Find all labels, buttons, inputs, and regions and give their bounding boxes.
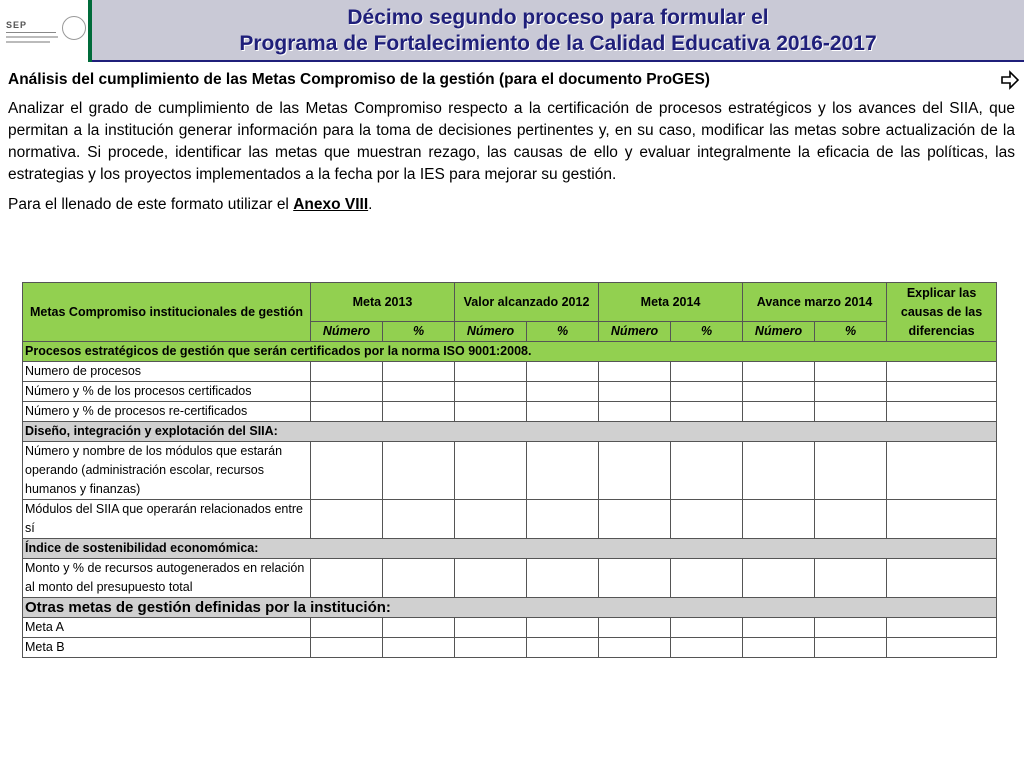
- table-cell[interactable]: [887, 618, 997, 638]
- logo-subtext-line: [6, 36, 58, 38]
- table-cell[interactable]: [743, 362, 815, 382]
- header-pct: %: [527, 322, 599, 342]
- header-numero: Número: [743, 322, 815, 342]
- table-cell[interactable]: [815, 382, 887, 402]
- section-row: [23, 539, 997, 559]
- table-cell[interactable]: [887, 402, 997, 422]
- header-numero: Número: [311, 322, 383, 342]
- table-cell[interactable]: [455, 382, 527, 402]
- table-cell[interactable]: [383, 618, 455, 638]
- row-label: Numero de procesos: [23, 362, 311, 382]
- table-cell[interactable]: [887, 559, 997, 598]
- table-cell[interactable]: [311, 442, 383, 500]
- header-meta-2014: Meta 2014: [599, 283, 743, 322]
- table-cell[interactable]: [599, 442, 671, 500]
- table-cell[interactable]: [815, 442, 887, 500]
- header-avance-2014: Avance marzo 2014: [743, 283, 887, 322]
- table-cell[interactable]: [887, 500, 997, 539]
- table-cell[interactable]: [527, 362, 599, 382]
- metas-table: [22, 282, 997, 658]
- table-cell[interactable]: [671, 500, 743, 539]
- instruction-suffix: .: [368, 196, 373, 213]
- row-label: Meta B: [23, 638, 311, 658]
- table-cell[interactable]: [815, 559, 887, 598]
- table-cell[interactable]: [527, 442, 599, 500]
- main-content: [8, 70, 1015, 216]
- instruction-prefix: Para el llenado de este formato utilizar el: [8, 196, 294, 213]
- table-cell[interactable]: [599, 500, 671, 539]
- header-numero: Número: [455, 322, 527, 342]
- table-cell[interactable]: [383, 559, 455, 598]
- table-cell[interactable]: [527, 402, 599, 422]
- table-cell[interactable]: [527, 559, 599, 598]
- table-cell[interactable]: [671, 362, 743, 382]
- sep-logo: [0, 0, 88, 62]
- page-title-line1: Décimo segundo proceso para formular el: [347, 6, 769, 29]
- table-cell[interactable]: [671, 559, 743, 598]
- table-cell[interactable]: [599, 382, 671, 402]
- table-cell[interactable]: [527, 618, 599, 638]
- table-row: [23, 382, 997, 402]
- table-cell[interactable]: [527, 638, 599, 658]
- table-row: [23, 500, 997, 539]
- row-label: Número y % de los procesos certificados: [23, 382, 311, 402]
- header-pct: %: [671, 322, 743, 342]
- table-cell[interactable]: [743, 402, 815, 422]
- table-cell[interactable]: [311, 382, 383, 402]
- table-cell[interactable]: [311, 402, 383, 422]
- header-pct: %: [383, 322, 455, 342]
- table-cell[interactable]: [815, 362, 887, 382]
- table-cell[interactable]: [887, 442, 997, 500]
- instruction-text: [8, 194, 1015, 216]
- row-label: Módulos del SIIA que operarán relacionados entre sí: [23, 500, 311, 539]
- table-cell[interactable]: [527, 500, 599, 539]
- table-cell[interactable]: [383, 442, 455, 500]
- table-cell[interactable]: [383, 382, 455, 402]
- section-title: Índice de sostenibilidad economómica:: [23, 539, 997, 559]
- header: [0, 0, 1024, 62]
- table-cell[interactable]: [311, 362, 383, 382]
- table-cell[interactable]: [743, 500, 815, 539]
- table-cell[interactable]: [599, 618, 671, 638]
- table-cell[interactable]: [311, 638, 383, 658]
- section-row: [23, 342, 997, 362]
- table-cell[interactable]: [311, 500, 383, 539]
- table-row: [23, 362, 997, 382]
- table-cell[interactable]: [455, 638, 527, 658]
- table-cell[interactable]: [743, 442, 815, 500]
- table-cell[interactable]: [311, 559, 383, 598]
- table-cell[interactable]: [815, 638, 887, 658]
- table-cell[interactable]: [527, 382, 599, 402]
- table-cell[interactable]: [671, 618, 743, 638]
- section-row: [23, 422, 997, 442]
- row-label: Número y nombre de los módulos que estarán operando (administración escolar, recursos humanos y finanzas): [23, 442, 311, 500]
- section-title: Diseño, integración y explotación del SIIA:: [23, 422, 997, 442]
- table-cell[interactable]: [887, 382, 997, 402]
- table-cell[interactable]: [599, 559, 671, 598]
- table-cell[interactable]: [671, 638, 743, 658]
- header-explicar: Explicar las causas de las diferencias: [887, 283, 997, 342]
- table-cell[interactable]: [383, 402, 455, 422]
- table-row: [23, 618, 997, 638]
- section-title: Procesos estratégicos de gestión que serán certificados por la norma ISO 9001:2008.: [23, 342, 997, 362]
- row-label: Meta A: [23, 618, 311, 638]
- table-cell[interactable]: [455, 362, 527, 382]
- page-title-line2: Programa de Fortalecimiento de la Calidad Educativa 2016-2017: [239, 32, 877, 55]
- table-cell[interactable]: [671, 382, 743, 402]
- table-cell[interactable]: [743, 559, 815, 598]
- header-meta-2013: Meta 2013: [311, 283, 455, 322]
- table-cell[interactable]: [743, 638, 815, 658]
- table-cell[interactable]: [383, 638, 455, 658]
- table-cell[interactable]: [887, 638, 997, 658]
- header-pct: %: [815, 322, 887, 342]
- table-cell[interactable]: [455, 559, 527, 598]
- table-cell[interactable]: [455, 442, 527, 500]
- table-cell[interactable]: [743, 618, 815, 638]
- section-row: [23, 598, 997, 618]
- title-banner: [92, 0, 1024, 60]
- logo-text: SEP: [6, 20, 28, 30]
- section-subheading: Análisis del cumplimiento de las Metas Compromiso de la gestión (para el documento ProGES): [8, 71, 710, 88]
- table-cell[interactable]: [599, 402, 671, 422]
- table-cell[interactable]: [815, 500, 887, 539]
- header-numero: Número: [599, 322, 671, 342]
- mexico-seal-icon: [62, 16, 86, 40]
- table-cell[interactable]: [815, 618, 887, 638]
- table-cell[interactable]: [383, 500, 455, 539]
- table-cell[interactable]: [599, 362, 671, 382]
- table-row: [23, 638, 997, 658]
- table-cell[interactable]: [815, 402, 887, 422]
- header-valor-2012: Valor alcanzado 2012: [455, 283, 599, 322]
- table-cell[interactable]: [887, 362, 997, 382]
- table-cell[interactable]: [311, 618, 383, 638]
- description-paragraph: Analizar el grado de cumplimiento de las Metas Compromiso respecto a la certificación de procesos estratégicos y los avances del SIIA, que permitan a la institución generar información para la toma de decisiones pertinentes y, en su caso, modificar las metas sobre actualización de la normativa. Si procede, identificar las metas que muestran rezago, las causas de ello y evaluar integralmente la eficacia de las políticas, las estrategias y los proyectos implementados a la fecha por la IES para mejorar su gestión.: [8, 100, 1015, 183]
- table-row: [23, 402, 997, 422]
- table-row: [23, 442, 997, 500]
- row-label: Monto y % de recursos autogenerados en relación al monto del presupuesto total: [23, 559, 311, 598]
- anexo-link[interactable]: Anexo VIII: [293, 196, 369, 213]
- logo-subtext-line: [6, 41, 50, 43]
- row-label: Número y % de procesos re-certificados: [23, 402, 311, 422]
- section-title: Otras metas de gestión definidas por la institución:: [23, 598, 997, 618]
- table-cell[interactable]: [599, 638, 671, 658]
- table-cell[interactable]: [671, 402, 743, 422]
- table-cell[interactable]: [455, 618, 527, 638]
- header-underline: [92, 60, 1024, 62]
- logo-divider: [6, 32, 56, 33]
- table-row: [23, 559, 997, 598]
- table-cell[interactable]: [455, 500, 527, 539]
- table-cell[interactable]: [671, 442, 743, 500]
- table-cell[interactable]: [383, 362, 455, 382]
- table-cell[interactable]: [455, 402, 527, 422]
- table-cell[interactable]: [743, 382, 815, 402]
- header-metas: Metas Compromiso institucionales de gestión: [23, 283, 311, 342]
